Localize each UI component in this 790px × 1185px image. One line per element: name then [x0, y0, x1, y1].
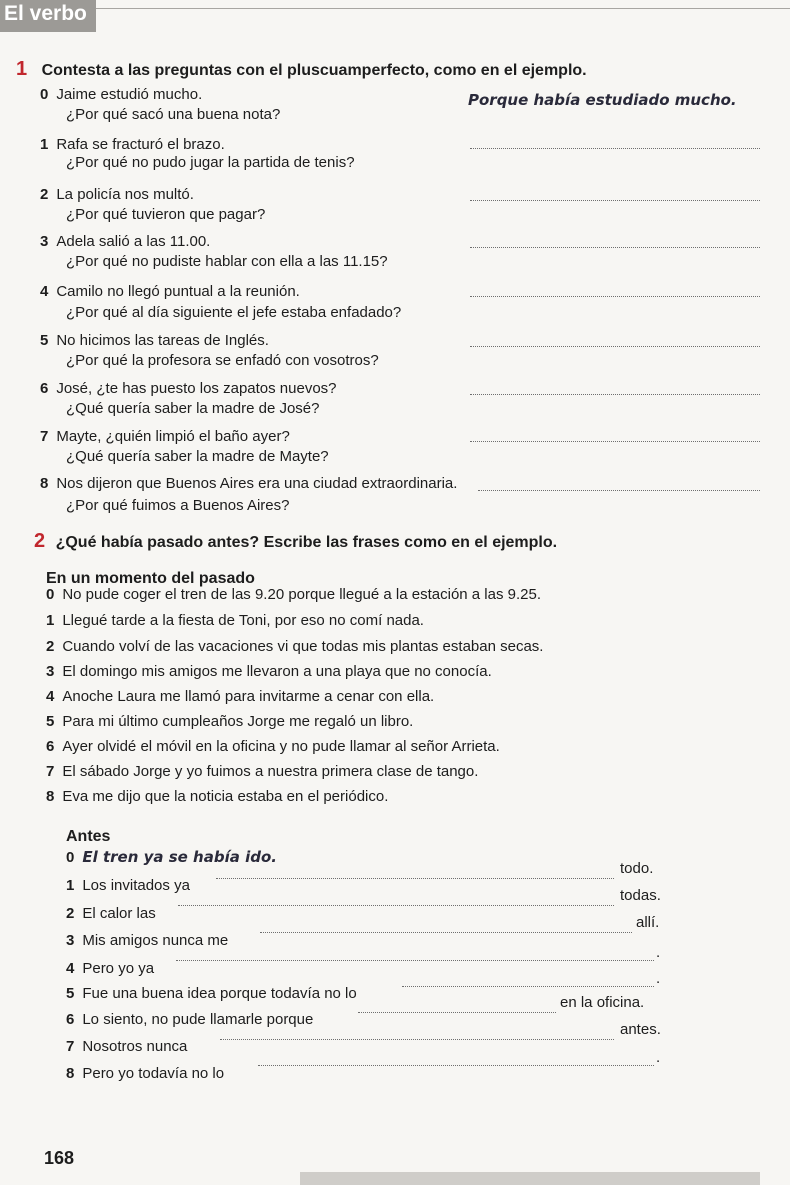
answer-line[interactable]	[258, 1065, 654, 1066]
page-edge-shadow	[300, 1172, 760, 1185]
answer-line[interactable]	[470, 296, 760, 297]
sentence-number: 4	[46, 688, 55, 705]
past-sentence	[46, 638, 543, 655]
item-statement: Nos dijeron que Buenos Aires era una ciudad extraordinaria.	[56, 475, 458, 492]
item-number: 0	[40, 86, 49, 103]
exercise-2-number: 2	[34, 530, 46, 552]
sentence-number: 6	[46, 738, 55, 755]
past-moment-heading: En un momento del pasado	[46, 570, 255, 587]
sentence-text: El domingo mis amigos me llevaron a una playa que no conocía.	[62, 663, 492, 680]
sentence-number: 0	[46, 586, 55, 603]
sentence-start: El calor las	[82, 905, 156, 922]
past-sentence	[46, 763, 478, 780]
exercise-2-heading	[34, 530, 557, 553]
sentence-start: Lo siento, no pude llamarle porque	[82, 1011, 314, 1028]
sentence-start: Pero yo ya	[82, 960, 155, 977]
chapter-title: El verbo	[4, 2, 87, 25]
item-number: 7	[40, 428, 49, 445]
past-sentence	[46, 612, 424, 629]
sentence-text: Ayer olvidé el móvil en la oficina y no pude llamar al señor Arrieta.	[62, 738, 500, 755]
answer-line[interactable]	[470, 247, 760, 248]
chapter-header	[0, 0, 96, 32]
answer-line[interactable]	[470, 346, 760, 347]
before-heading: Antes	[66, 828, 111, 845]
sentence-number: 2	[46, 638, 55, 655]
item-question: ¿Por qué no pudo jugar la partida de tenis?	[66, 154, 355, 171]
sentence-number: 1	[46, 612, 55, 629]
sentence-text: No pude coger el tren de las 9.20 porque llegué a la estación a las 9.25.	[62, 586, 542, 603]
sentence-end: .	[656, 970, 661, 987]
item-statement: No hicimos las tareas de Inglés.	[56, 332, 269, 349]
answer-line[interactable]	[260, 932, 632, 933]
answer-line[interactable]	[358, 1012, 556, 1013]
item-statement: Camilo no llegó puntual a la reunión.	[56, 283, 300, 300]
answer-line[interactable]	[470, 148, 760, 149]
item-question: ¿Por qué sacó una buena nota?	[66, 106, 281, 123]
exercise-1-instruction: Contesta a las preguntas con el pluscuamperfecto, como en el ejemplo.	[41, 62, 587, 79]
sentence-end: .	[656, 1049, 661, 1066]
sentence-number: 5	[66, 985, 75, 1002]
sentence-number: 3	[66, 932, 75, 949]
answer-line[interactable]	[178, 905, 614, 906]
exercise-2-instruction: ¿Qué había pasado antes? Escribe las frases como en el ejemplo.	[55, 534, 558, 551]
sentence-end: antes.	[620, 1021, 661, 1038]
past-sentence	[46, 738, 500, 755]
item-question: ¿Por qué al día siguiente el jefe estaba enfadado?	[66, 304, 402, 321]
item-statement: Mayte, ¿quién limpió el baño ayer?	[56, 428, 290, 445]
sentence-number: 2	[66, 905, 75, 922]
item-statement: Adela salió a las 11.00.	[56, 233, 211, 250]
item-statement: Rafa se fracturó el brazo.	[56, 136, 225, 153]
answer-line[interactable]	[220, 1039, 614, 1040]
past-sentence	[46, 663, 492, 680]
sentence-number: 4	[66, 960, 75, 977]
sentence-text: Llegué tarde a la fiesta de Toni, por eso no comí nada.	[62, 612, 424, 629]
item-question: ¿Por qué no pudiste hablar con ella a las 11.15?	[66, 253, 388, 270]
answer-line[interactable]	[470, 200, 760, 201]
item-number: 6	[40, 380, 49, 397]
example-answer: El tren ya se había ido.	[82, 848, 277, 866]
sentence-number: 1	[66, 877, 75, 894]
sentence-number: 8	[46, 788, 55, 805]
header-rule	[96, 8, 790, 9]
sentence-start: Pero yo todavía no lo	[82, 1065, 225, 1082]
answer-line[interactable]	[478, 490, 760, 491]
item-statement: Jaime estudió mucho.	[56, 86, 203, 103]
page-number: 168	[44, 1148, 75, 1168]
answer-line[interactable]	[470, 394, 760, 395]
sentence-text: Eva me dijo que la noticia estaba en el periódico.	[62, 788, 389, 805]
exercise-1-number: 1	[16, 58, 28, 80]
answer-line[interactable]	[176, 960, 654, 961]
past-sentence	[46, 788, 388, 805]
sentence-text: Para mi último cumpleaños Jorge me regaló un libro.	[62, 713, 414, 730]
sentence-number: 3	[46, 663, 55, 680]
sentence-number: 6	[66, 1011, 75, 1028]
item-question: ¿Qué quería saber la madre de Mayte?	[66, 448, 329, 465]
item-number: 5	[40, 332, 49, 349]
item-statement: José, ¿te has puesto los zapatos nuevos?	[56, 380, 337, 397]
sentence-end: todo.	[620, 860, 654, 877]
exercise-1-heading	[16, 58, 587, 81]
answer-line[interactable]	[402, 986, 654, 987]
sentence-number: 7	[46, 763, 55, 780]
item-number: 8	[40, 475, 49, 492]
sentence-number: 8	[66, 1065, 75, 1082]
item-number: 4	[40, 283, 49, 300]
item-number: 3	[40, 233, 49, 250]
item-statement: La policía nos multó.	[56, 186, 194, 203]
before-example	[66, 848, 277, 866]
sentence-start: Fue una buena idea porque todavía no lo	[82, 985, 357, 1002]
sentence-number: 5	[46, 713, 55, 730]
item-question: ¿Por qué fuimos a Buenos Aires?	[66, 497, 290, 514]
sentence-number: 7	[66, 1038, 75, 1055]
sentence-text: Cuando volví de las vacaciones vi que todas mis plantas estaban secas.	[62, 638, 544, 655]
example-answer: Porque había estudiado mucho.	[468, 91, 737, 109]
sentence-end: .	[656, 944, 661, 961]
item-question: ¿Por qué tuvieron que pagar?	[66, 206, 266, 223]
sentence-number: 0	[66, 849, 75, 866]
sentence-text: Anoche Laura me llamó para invitarme a cenar con ella.	[62, 688, 435, 705]
sentence-start: Mis amigos nunca me	[82, 932, 229, 949]
past-sentence	[46, 688, 434, 705]
sentence-start: Nosotros nunca	[82, 1038, 188, 1055]
past-sentence	[46, 586, 541, 603]
past-sentence	[46, 713, 413, 730]
sentence-end: en la oficina.	[560, 994, 645, 1011]
sentence-end: allí.	[636, 914, 660, 931]
sentence-end: todas.	[620, 887, 661, 904]
sentence-start: Los invitados ya	[82, 877, 190, 894]
item-number: 1	[40, 136, 49, 153]
item-question: ¿Qué quería saber la madre de José?	[66, 400, 320, 417]
answer-line[interactable]	[216, 878, 614, 879]
item-number: 2	[40, 186, 49, 203]
item-question: ¿Por qué la profesora se enfadó con vosotros?	[66, 352, 379, 369]
answer-line[interactable]	[470, 441, 760, 442]
sentence-text: El sábado Jorge y yo fuimos a nuestra primera clase de tango.	[62, 763, 479, 780]
